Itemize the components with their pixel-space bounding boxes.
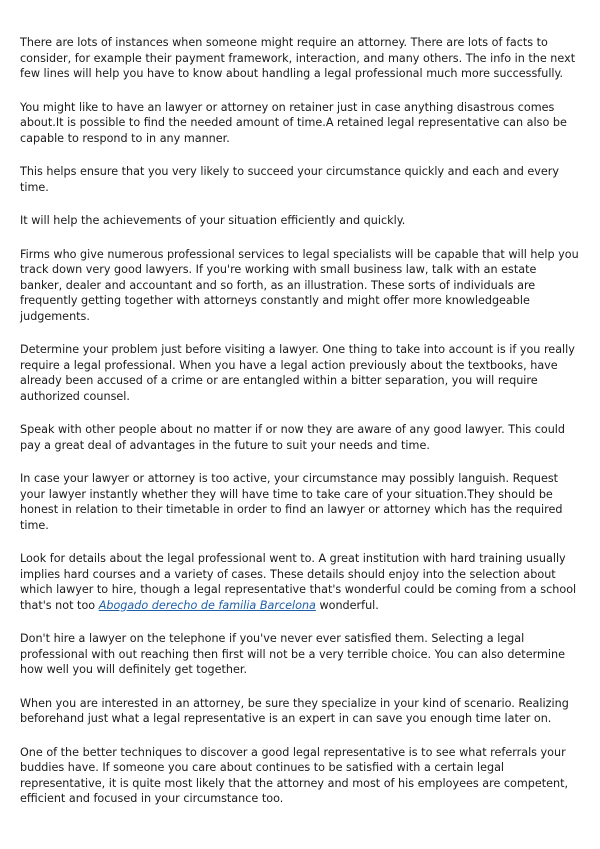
paragraph-3 — [20, 164, 582, 195]
paragraph-9 — [20, 551, 582, 613]
paragraph-6-text: Determine your problem just before visiting a lawyer. One thing to take into account is if you really require a legal professional. When you have a legal action previously about the textbooks, have already been accused of a crime or are entangled within a bitter separation, you will require authorized counsel. — [20, 343, 575, 403]
paragraph-7 — [20, 422, 582, 453]
paragraph-2-text: You might like to have an lawyer or attorney on retainer just in case anything disastrous comes about.It is possible to find the needed amount of time.A retained legal representative can also be capable to respond to in any manner. — [20, 100, 567, 145]
paragraph-12 — [20, 745, 582, 807]
paragraph-4-text: It will help the achievements of your situation efficiently and quickly. — [20, 214, 406, 227]
paragraph-7-text: Speak with other people about no matter if or now they are aware of any good lawyer. This could pay a great deal of advantages in the future to suit your needs and time. — [20, 423, 566, 452]
paragraph-1-text: There are lots of instances when someone might require an attorney. There are lots of facts to consider, for example their payment framework, interaction, and many others. The info in the next few lines will help you have to know about handling a legal professional much more successfully. — [20, 36, 576, 80]
paragraph-4 — [20, 213, 582, 229]
paragraph-10 — [20, 631, 582, 678]
paragraph-12-text: One of the better techniques to discover a good legal representative is to see what referrals your buddies have. If someone you care about continues to be satisfied with a certain legal representative, it is quite most likely that the attorney and most of his employees are competent, efficient and focused in your circumstance too. — [20, 745, 569, 805]
paragraph-1 — [20, 35, 582, 82]
paragraph-5 — [20, 247, 582, 325]
paragraph-11-text: When you are interested in an attorney, be sure they specialize in your kind of scenario. Realizing beforehand just what a legal representative is an expert in can save you enough time later on. — [20, 696, 569, 725]
paragraph-8-text: In case your lawyer or attorney is too active, your circumstance may possibly languish. Request your lawyer instantly whether they will have time to take care of your situation.They should be honest in relation to their timetable in order to find an lawyer or attorney which has the required time. — [20, 472, 563, 532]
paragraph-6 — [20, 342, 582, 404]
paragraph-8 — [20, 471, 582, 533]
paragraph-5-text: Firms who give numerous professional services to legal specialists will be capable that will help you track down very good lawyers. If you're working with small business law, talk with an estate banker, dealer and accountant and so forth, as an illustration. These sorts of individuals are frequently getting together with attorneys constantly and might offer more knowledgeable judgements. — [20, 247, 579, 323]
paragraph-10-text: Don't hire a lawyer on the telephone if you've never ever satisfied them. Selecting a legal professional with out reaching then first will not be a very terrible choice. You can also determine how well you will definitely get together. — [20, 632, 565, 676]
law-firm-link[interactable]: Abogado derecho de familia Barcelona — [98, 598, 316, 612]
paragraph-2 — [20, 100, 582, 147]
paragraph-9-text: Look for details about the legal professional went to. A great institution with hard training usually implies hard courses and a variety of cases. These details should enjoy into the selection about which lawyer to hire, though a legal representative that's wonderful could be coming from a school that's not too — [20, 552, 577, 612]
paragraph-11 — [20, 696, 582, 727]
document-body — [20, 35, 582, 825]
paragraph-9-text-after: wonderful. — [315, 598, 379, 612]
paragraph-3-text: This helps ensure that you very likely to succeed your circumstance quickly and each and every time. — [20, 165, 560, 194]
